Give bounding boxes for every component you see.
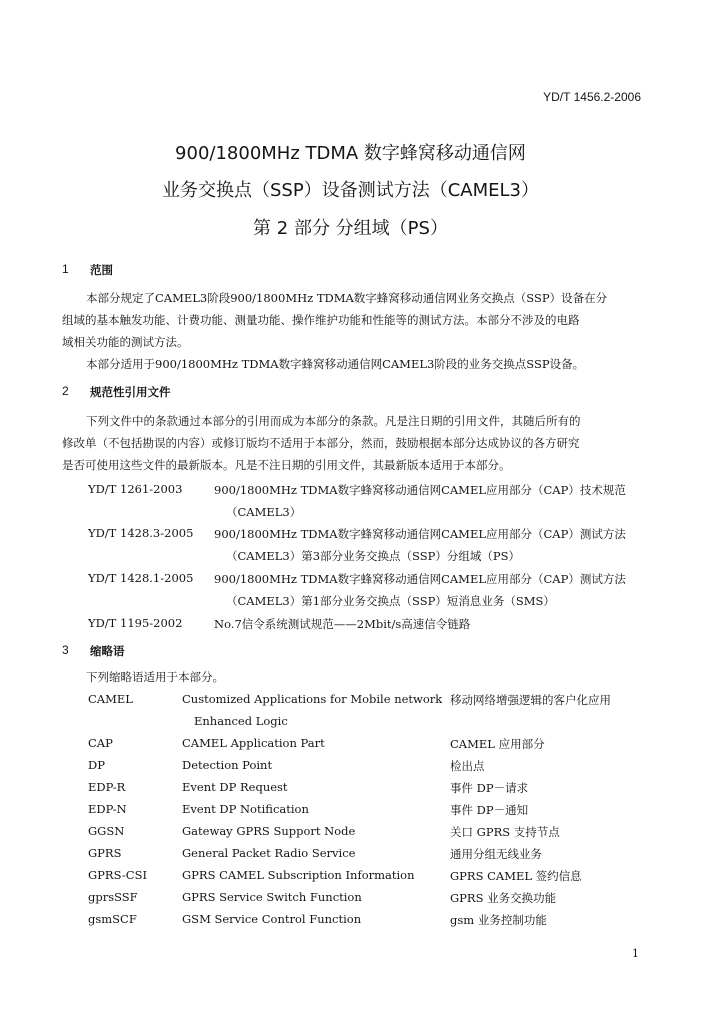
reference-title-cont: （CAMEL3）第3部分业务交换点（SSP）分组域（PS） [226, 549, 520, 563]
reference-title: 900/1800MHz TDMA数字蜂窝移动通信网CAMEL应用部分（CAP）测试方法 [214, 527, 626, 541]
section-1-title: 范围 [90, 263, 113, 277]
reference-code: YD/T 1428.1-2005 [88, 571, 194, 585]
reference-title-cont: （CAMEL3）第1部分业务交换点（SSP）短消息业务（SMS） [226, 594, 555, 608]
abbreviation: GPRS [88, 846, 122, 860]
abbreviation-full: Gateway GPRS Support Node [182, 824, 356, 838]
standard-number: YD/T 1456.2-2006 [543, 90, 641, 104]
abbreviation-full: GSM Service Control Function [182, 912, 362, 926]
abbreviation-full: General Packet Radio Service [182, 846, 356, 860]
section-2-line: 下列文件中的条款通过本部分的引用而成为本部分的条款。凡是注日期的引用文件，其随后所有的 [86, 414, 581, 428]
section-1-line: 组域的基本触发功能、计费功能、测量功能、操作维护功能和性能等的测试方法。本部分不涉及的电路 [62, 313, 580, 327]
abbreviation: CAP [88, 736, 113, 750]
section-3-title: 缩略语 [90, 644, 125, 658]
abbreviation-full: GPRS CAMEL Subscription Information [182, 868, 415, 882]
abbreviation-chinese: GPRS CAMEL 签约信息 [450, 869, 582, 883]
abbreviation: EDP-N [88, 802, 127, 816]
reference-title: 900/1800MHz TDMA数字蜂窝移动通信网CAMEL应用部分（CAP）测试方法 [214, 572, 626, 586]
abbreviation-chinese: 移动网络增强逻辑的客户化应用 [450, 693, 611, 707]
abbreviation-full: Event DP Notification [182, 802, 309, 816]
abbreviation-chinese: 通用分组无线业务 [450, 847, 542, 861]
abbreviation: gprsSSF [88, 890, 138, 904]
section-2-number: 2 [62, 384, 69, 398]
abbreviation-full: Detection Point [182, 758, 273, 772]
abbreviation-full: Customized Applications for Mobile network [182, 692, 443, 706]
abbreviation-full-cont: Enhanced Logic [194, 714, 288, 728]
abbreviation-chinese: gsm 业务控制功能 [450, 913, 547, 927]
abbreviation: CAMEL [88, 692, 133, 706]
title-line-1: 900/1800MHz TDMA 数字蜂窝移动通信网 [175, 143, 526, 164]
section-2-line: 修改单（不包括勘误的内容）或修订版均不适用于本部分，然而，鼓励根据本部分达成协议的各方研究 [62, 436, 580, 450]
section-1-number: 1 [62, 262, 69, 276]
abbreviation: EDP-R [88, 780, 126, 794]
abbreviation-chinese: 事件 DP－通知 [450, 803, 529, 817]
abbreviation-chinese: 关口 GPRS 支持节点 [450, 825, 560, 839]
abbreviation-full: CAMEL Application Part [182, 736, 325, 750]
section-3-number: 3 [62, 643, 69, 657]
abbreviation: gsmSCF [88, 912, 137, 926]
reference-title: No.7信令系统测试规范——2Mbit/s高速信令链路 [214, 617, 471, 631]
reference-title-cont: （CAMEL3） [226, 505, 302, 519]
abbreviation-chinese: CAMEL 应用部分 [450, 737, 545, 751]
title-line-3: 第 2 部分 分组域（PS） [253, 218, 448, 239]
reference-code: YD/T 1428.3-2005 [88, 526, 194, 540]
abbreviation-chinese: GPRS 业务交换功能 [450, 891, 557, 905]
section-2-line: 是否可使用这些文件的最新版本。凡是不注日期的引用文件，其最新版本适用于本部分。 [62, 458, 511, 472]
abbreviation: GGSN [88, 824, 125, 838]
title-line-2: 业务交换点（SSP）设备测试方法（CAMEL3） [162, 180, 539, 201]
page-number: 1 [632, 947, 639, 960]
section-2-title: 规范性引用文件 [90, 385, 171, 399]
abbreviation: GPRS-CSI [88, 868, 147, 882]
abbreviation: DP [88, 758, 105, 772]
section-1-line: 本部分规定了CAMEL3阶段900/1800MHz TDMA数字蜂窝移动通信网业务交换点（SSP）设备在分 [86, 291, 608, 305]
section-1-line: 域相关功能的测试方法。 [62, 335, 189, 349]
abbreviation-full: GPRS Service Switch Function [182, 890, 362, 904]
section-1-line: 本部分适用于900/1800MHz TDMA数字蜂窝移动通信网CAMEL3阶段的业务交换点SSP设备。 [86, 357, 585, 371]
reference-code: YD/T 1261-2003 [88, 482, 183, 496]
reference-code: YD/T 1195-2002 [88, 616, 183, 630]
reference-title: 900/1800MHz TDMA数字蜂窝移动通信网CAMEL应用部分（CAP）技术规范 [214, 483, 626, 497]
abbreviation-chinese: 事件 DP－请求 [450, 781, 529, 795]
section-3-intro: 下列缩略语适用于本部分。 [86, 670, 224, 684]
abbreviation-full: Event DP Request [182, 780, 288, 794]
abbreviation-chinese: 检出点 [450, 759, 485, 773]
